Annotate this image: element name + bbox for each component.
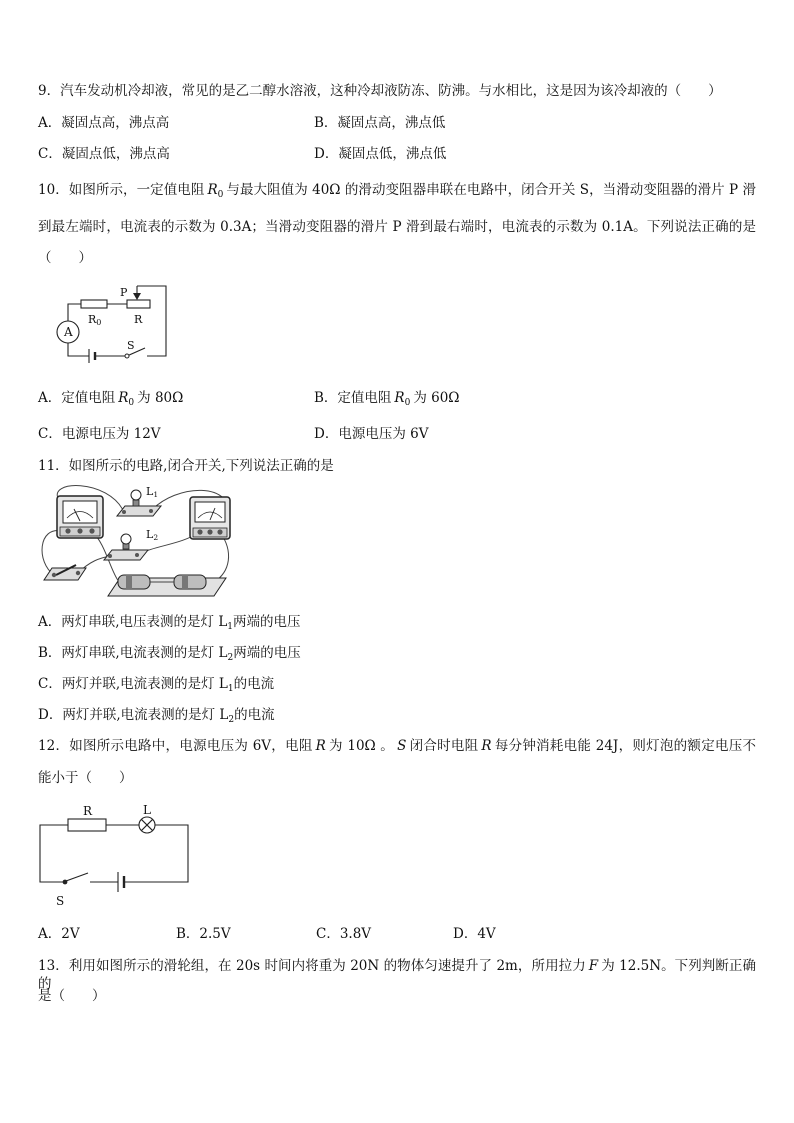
lamp-l1-letter: L xyxy=(146,485,154,498)
q12-stem-line-2: 能小于（ ） xyxy=(38,770,133,786)
q11-option-c-tail: 的电流 xyxy=(233,676,275,692)
q13-stem-text-b: 为 12.5N。下列判断正确的 xyxy=(38,958,756,992)
wire xyxy=(68,343,89,356)
q10-option-b xyxy=(314,389,460,407)
q10-stem-text-a: 10．如图所示，一定值电阻 xyxy=(38,182,205,198)
q12-option-b: B．2.5V xyxy=(176,926,231,942)
q11-option-a-subscript: 1 xyxy=(227,622,234,632)
q10-answer-blank: （ ） xyxy=(38,250,92,266)
switch-pivot xyxy=(63,880,68,885)
q10-option-b-value: 为 60Ω xyxy=(413,390,460,406)
q11-pictorial-circuit xyxy=(34,476,238,604)
lamp-l2-letter: L xyxy=(146,528,154,541)
q13-stem-line-1 xyxy=(38,957,756,992)
q11-option-c xyxy=(38,675,274,693)
q10-option-a-letter: R xyxy=(118,390,129,406)
r0-label-subscript: 0 xyxy=(96,318,102,327)
q12-var-s: S xyxy=(397,738,407,754)
q10-option-b-letter: R xyxy=(394,390,405,406)
q11-option-a xyxy=(38,613,301,631)
q11-option-c-text: C．两灯并联,电流表测的是灯 L xyxy=(38,676,228,692)
resistor-r xyxy=(68,819,106,831)
q11-stem: 11．如图所示的电路,闭合开关,下列说法正确的是 xyxy=(38,458,334,474)
resistor-label: R xyxy=(83,804,93,818)
q10-r0-subscript: 0 xyxy=(217,190,224,200)
q10-option-a-symbol xyxy=(118,390,134,406)
q9-option-b: B．凝固点高，沸点低 xyxy=(314,115,446,131)
q9-option-c: C．凝固点低，沸点高 xyxy=(38,146,170,162)
q12-stem-line-1 xyxy=(38,737,756,755)
q10-option-b-text: B．定值电阻 xyxy=(314,390,392,406)
q12-stem-text-d: 每分钟消耗电能 24J，则灯泡的额定电压不 xyxy=(494,738,756,754)
switch-label: S xyxy=(127,339,135,352)
q12-option-c: C．3.8V xyxy=(316,926,372,942)
switch-pivot xyxy=(125,354,129,358)
fixed-resistor-r0 xyxy=(81,300,107,308)
lamp-l1-label xyxy=(146,485,158,499)
q12-var-r-2: R xyxy=(481,738,492,754)
ammeter xyxy=(190,497,230,539)
q13-stem-line-2: 是（ ） xyxy=(38,988,106,1004)
lamp-l2-subscript: 2 xyxy=(153,533,159,542)
r0-label xyxy=(88,313,101,327)
r0-label-letter: R xyxy=(88,313,97,326)
q13-stem-text-a: 13．利用如图所示的滑轮组，在 20s 时间内将重为 20N 的物体匀速提升了 2m，所用拉力 xyxy=(38,958,586,974)
q10-option-c: C．电源电压为 12V xyxy=(38,426,161,442)
q13-var-f: F xyxy=(588,958,599,974)
q10-r0-symbol xyxy=(207,182,223,198)
q10-stem-line-1 xyxy=(38,181,756,199)
rheostat-label: R xyxy=(134,313,143,326)
q10-option-d: D．电源电压为 6V xyxy=(314,426,429,442)
q10-stem-line-2: 到最左端时，电流表的示数为 0.3A；当滑动变阻器的滑片 P 滑到最右端时，电流表的示数为 0.1A。下列说法正确的是 xyxy=(38,219,756,235)
q11-option-b-subscript: 2 xyxy=(227,653,234,663)
q10-option-a xyxy=(38,389,183,407)
battery-pack xyxy=(108,575,226,596)
q11-option-c-subscript: 1 xyxy=(227,684,234,694)
q12-stem-text-a: 12．如图所示电路中，电源电压为 6V，电阻 xyxy=(38,738,313,754)
voltmeter xyxy=(57,496,103,538)
q10-option-a-subscript: 0 xyxy=(128,398,135,408)
q12-stem-text-c: 闭合时电阻 xyxy=(409,738,479,754)
q11-option-d-subscript: 2 xyxy=(228,715,235,725)
q10-option-a-text: A．定值电阻 xyxy=(38,390,116,406)
q12-option-a: A．2V xyxy=(38,926,80,942)
rheostat-r xyxy=(127,300,150,308)
q12-circuit-diagram xyxy=(34,800,198,908)
q11-option-a-text: A．两灯串联,电压表测的是灯 L xyxy=(38,614,228,630)
q11-option-d-text: D．两灯并联,电流表测的是灯 L xyxy=(38,707,229,723)
q10-r0-letter: R xyxy=(207,182,218,198)
ammeter-label: A xyxy=(64,325,73,339)
q11-option-d-tail: 的电流 xyxy=(234,707,275,723)
q12-option-d: D．4V xyxy=(453,926,496,942)
q11-option-a-tail: 两端的电压 xyxy=(233,614,301,630)
knife-switch xyxy=(44,565,86,580)
slider-arrow-icon xyxy=(133,293,141,300)
q10-circuit-diagram xyxy=(44,278,174,368)
q9-option-d: D．凝固点低，沸点低 xyxy=(314,146,447,162)
q11-option-b-text: B．两灯串联,电流表测的是灯 L xyxy=(38,645,228,661)
q10-option-a-value: 为 80Ω xyxy=(137,390,184,406)
q9-option-a: A．凝固点高，沸点高 xyxy=(38,115,170,131)
q10-stem-text-b: 与最大阻值为 40Ω 的滑动变阻器串联在电路中，闭合开关 S，当滑动变阻器的滑片 P 滑 xyxy=(226,182,756,198)
q11-option-d xyxy=(38,706,275,724)
q9-stem: 9．汽车发动机冷却液，常见的是乙二醇水溶液，这种冷却液防冻、防沸。与水相比，这是因为该冷却液的（ ） xyxy=(38,83,722,99)
lamp-label: L xyxy=(143,803,151,817)
switch-label: S xyxy=(56,894,65,908)
q12-var-r: R xyxy=(315,738,326,754)
wire xyxy=(40,825,68,882)
wire xyxy=(68,304,81,321)
wire xyxy=(124,825,188,882)
slider-label: P xyxy=(120,286,128,299)
q12-stem-text-b: 为 10Ω 。 xyxy=(328,738,395,754)
q11-option-b xyxy=(38,644,301,662)
lamp-l1-subscript: 1 xyxy=(153,490,159,499)
q10-option-b-subscript: 0 xyxy=(404,398,411,408)
q11-option-b-tail: 两端的电压 xyxy=(233,645,301,661)
q10-option-b-symbol xyxy=(394,390,410,406)
lamp-l2 xyxy=(104,534,148,560)
lamp-l2-label xyxy=(146,528,158,542)
switch-lever xyxy=(66,873,88,881)
